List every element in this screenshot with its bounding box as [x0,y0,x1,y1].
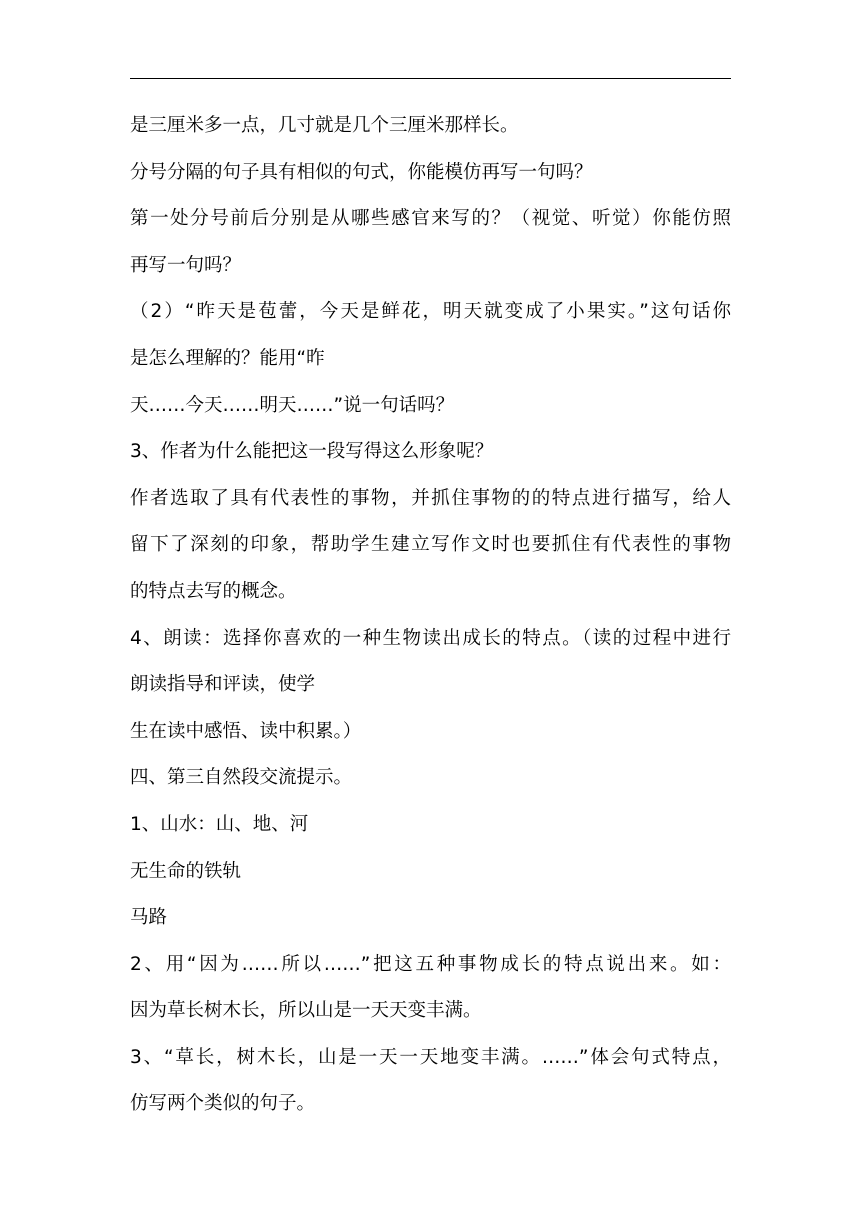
text-line: 天……今天……明天……”说一句话吗？ [130,394,455,416]
text-line: 的特点去写的概念。 [130,580,297,602]
text-line: （2）“昨天是苞蕾，今天是鲜花，明天就变成了小果实。”这句话你 [130,301,731,323]
header-rule [130,78,731,79]
text-line: 2、用“因为……所以……”把这五种事物成长的特点说出来。如： [130,953,731,975]
text-line: 因为草长树木长，所以山是一天天变丰满。 [130,1000,482,1022]
text-line: 1、山水：山、地、河 [130,813,309,835]
text-line: 分号分隔的句子具有相似的句式，你能模仿再写一句吗？ [130,161,593,183]
text-line: 再写一句吗？ [130,254,242,276]
text-line: 留下了深刻的印象，帮助学生建立写作文时也要抓住有代表性的事物 [130,534,731,556]
text-line: 3、“草长，树木长，山是一天一天地变丰满。……”体会句式特点， [130,1046,731,1068]
text-line: 作者选取了具有代表性的事物，并抓住事物的的特点进行描写，给人 [130,487,731,509]
text-line: 4、朗读：选择你喜欢的一种生物读出成长的特点。（读的过程中进行 [130,627,731,649]
text-line: 3、作者为什么能把这一段写得这么形象呢？ [130,441,494,463]
text-line: 是怎么理解的？能用“昨 [130,347,325,369]
text-line: 马路 [130,907,168,929]
text-line: 仿写两个类似的句子。 [130,1093,316,1115]
text-line: 生在读中感悟、读中积累。） [130,720,362,742]
text-line: 朗读指导和评读，使学 [130,674,316,696]
text-line: 四、第三自然段交流提示。 [130,767,353,789]
text-line: 第一处分号前后分别是从哪些感官来写的？（视觉、听觉）你能仿照 [130,208,731,230]
body-text [130,103,731,1128]
text-line: 无生命的铁轨 [130,860,242,882]
text-line: 是三厘米多一点，几寸就是几个三厘米那样长。 [130,115,519,136]
